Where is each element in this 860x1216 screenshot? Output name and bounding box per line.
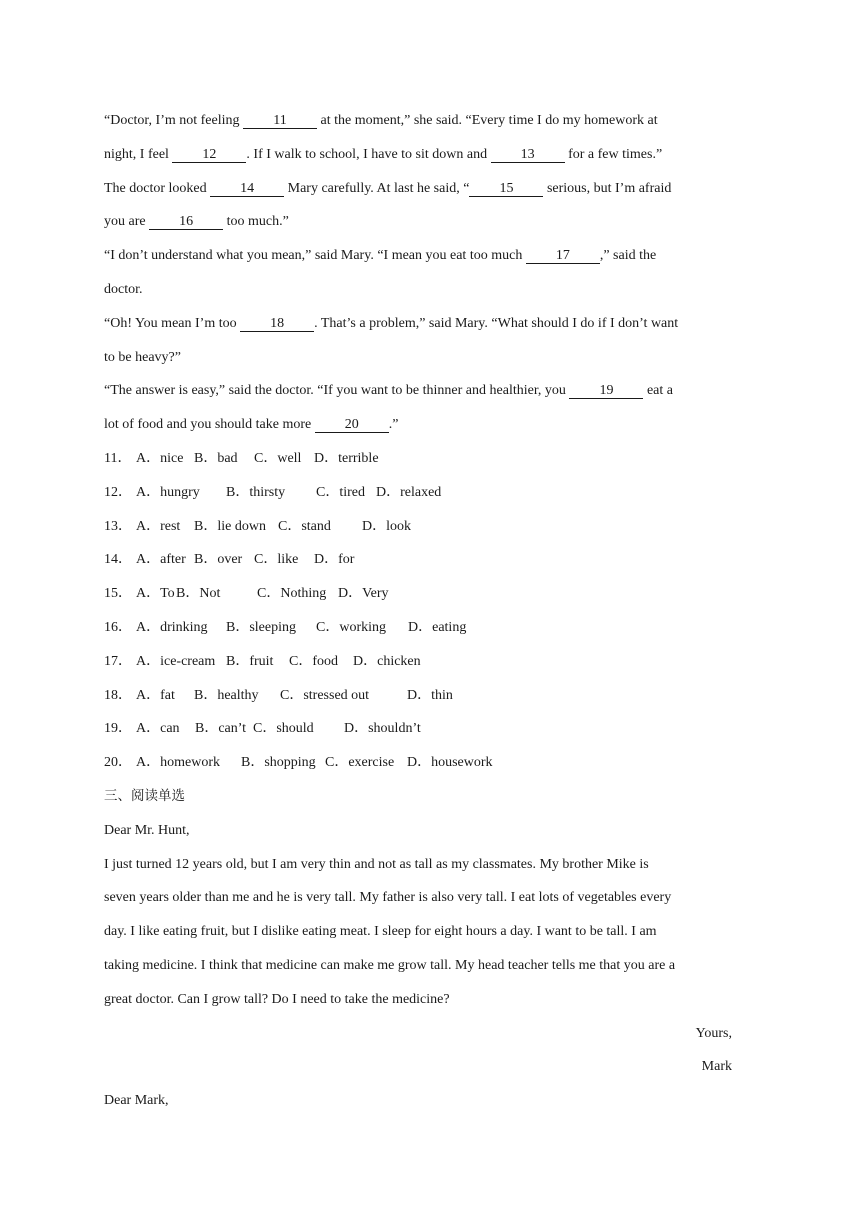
- blank-19: 19: [569, 383, 643, 399]
- option-a[interactable]: A．after: [136, 552, 186, 568]
- text: for a few times.”: [564, 146, 663, 162]
- letter-body-line: I just turned 12 years old, but I am very thin and not as tall as my classmates. My brother Mike is: [104, 856, 649, 872]
- passage-line-3: [104, 172, 732, 206]
- option-a[interactable]: A．fat: [136, 687, 175, 703]
- option-b[interactable]: B．shopping: [241, 755, 316, 771]
- letter-body-line: taking medicine. I think that medicine can make me grow tall. My head teacher tells me that you are a: [104, 957, 676, 973]
- question-18: [104, 679, 732, 713]
- blank-18: 18: [240, 316, 314, 332]
- passage-line-6: [104, 273, 732, 307]
- blank-20: 20: [315, 417, 389, 433]
- blank-12: 12: [172, 147, 246, 163]
- option-c[interactable]: C．should: [253, 721, 314, 737]
- option-d[interactable]: D．chicken: [353, 653, 421, 669]
- option-a[interactable]: A．To: [136, 586, 175, 602]
- option-a[interactable]: A．homework: [136, 755, 220, 771]
- passage-line-5: [104, 239, 732, 273]
- text: “The answer is easy,” said the doctor. “If you want to be thinner and healthier, you: [104, 383, 570, 399]
- blank-14: 14: [210, 181, 284, 197]
- question-15: [104, 577, 732, 611]
- blank-15: 15: [469, 181, 543, 197]
- question-number: 11．: [104, 450, 132, 466]
- text: doctor.: [104, 281, 143, 297]
- option-b[interactable]: B．sleeping: [226, 619, 296, 635]
- option-b[interactable]: B．lie down: [194, 518, 266, 534]
- option-d[interactable]: D．relaxed: [376, 484, 442, 500]
- question-11: [104, 442, 732, 476]
- option-b[interactable]: B．Not: [176, 586, 221, 602]
- passage-line-4: [104, 205, 732, 239]
- option-b[interactable]: B．can’t: [195, 721, 247, 737]
- option-b[interactable]: B．thirsty: [226, 484, 286, 500]
- question-17: [104, 645, 732, 679]
- section-heading: 三、阅读单选: [104, 787, 185, 804]
- reply-salutation: Dear Mark,: [104, 1093, 169, 1109]
- text: lot of food and you should take more: [104, 417, 315, 433]
- text: Mary carefully. At last he said, “: [284, 180, 470, 196]
- question-number: 14．: [104, 552, 132, 568]
- letter-signature: Mark: [701, 1059, 732, 1075]
- blank-17: 17: [526, 248, 600, 264]
- option-d[interactable]: D．terrible: [314, 450, 379, 466]
- passage-line-9: [104, 374, 732, 408]
- text: . If I walk to school, I have to sit down and: [246, 146, 491, 162]
- question-13: [104, 510, 732, 544]
- option-b[interactable]: B．healthy: [194, 687, 259, 703]
- option-a[interactable]: A．drinking: [136, 619, 208, 635]
- option-b[interactable]: B．over: [194, 552, 243, 568]
- option-c[interactable]: C．Nothing: [257, 586, 327, 602]
- option-c[interactable]: C．exercise: [325, 755, 395, 771]
- question-number: 13．: [104, 518, 132, 534]
- option-d[interactable]: D．Very: [338, 586, 389, 602]
- option-d[interactable]: D．look: [362, 518, 411, 534]
- text: to be heavy?”: [104, 349, 181, 365]
- text: The doctor looked: [104, 180, 211, 196]
- option-d[interactable]: D．for: [314, 552, 355, 568]
- letter-closing: Yours,: [695, 1025, 732, 1041]
- option-c[interactable]: C．stand: [278, 518, 331, 534]
- letter-body-line: great doctor. Can I grow tall? Do I need to take the medicine?: [104, 991, 450, 1007]
- question-20: [104, 746, 732, 780]
- option-d[interactable]: D．eating: [408, 619, 467, 635]
- question-14: [104, 543, 732, 577]
- option-c[interactable]: C．well: [254, 450, 302, 466]
- question-16: [104, 611, 732, 645]
- question-number: 19．: [104, 721, 132, 737]
- option-c[interactable]: C．food: [289, 653, 338, 669]
- blank-11: 11: [243, 113, 317, 129]
- option-a[interactable]: A．nice: [136, 450, 184, 466]
- question-number: 20．: [104, 755, 132, 771]
- question-number: 16．: [104, 619, 132, 635]
- blank-13: 13: [491, 147, 565, 163]
- option-c[interactable]: C．stressed out: [280, 687, 370, 703]
- text: you are: [104, 214, 150, 230]
- option-b[interactable]: B．bad: [194, 450, 238, 466]
- question-number: 17．: [104, 653, 132, 669]
- option-c[interactable]: C．working: [316, 619, 386, 635]
- text: too much.”: [223, 214, 289, 230]
- option-d[interactable]: D．shouldn’t: [344, 721, 421, 737]
- option-c[interactable]: C．like: [254, 552, 299, 568]
- option-a[interactable]: A．rest: [136, 518, 181, 534]
- text: serious, but I’m afraid: [543, 180, 672, 196]
- text: . That’s a problem,” said Mary. “What should I do if I don’t want: [314, 315, 679, 331]
- text: at the moment,” she said. “Every time I do my homework at: [317, 113, 658, 128]
- question-number: 15．: [104, 586, 132, 602]
- blank-16: 16: [149, 214, 223, 230]
- text: ,” said the: [599, 248, 657, 264]
- question-12: [104, 476, 732, 510]
- option-d[interactable]: D．housework: [407, 755, 493, 771]
- text: “Oh! You mean I’m too: [104, 315, 241, 331]
- option-a[interactable]: A．hungry: [136, 484, 200, 500]
- passage-line-1: [104, 104, 732, 138]
- passage-line-7: [104, 307, 732, 341]
- question-number: 18．: [104, 687, 132, 703]
- option-c[interactable]: C．tired: [316, 484, 365, 500]
- text: “Doctor, I’m not feeling: [104, 113, 244, 128]
- letter-salutation: Dear Mr. Hunt,: [104, 822, 190, 838]
- option-a[interactable]: A．ice-cream: [136, 653, 216, 669]
- text: “I don’t understand what you mean,” said Mary. “I mean you eat too much: [104, 248, 526, 264]
- text: .”: [388, 417, 399, 433]
- passage-line-2: [104, 138, 732, 172]
- passage-line-8: [104, 341, 732, 375]
- text: night, I feel: [104, 146, 173, 162]
- question-number: 12．: [104, 484, 132, 500]
- option-d[interactable]: D．thin: [407, 687, 453, 703]
- letter-body-line: seven years older than me and he is very tall. My father is also very tall. I eat lots of vegetables every: [104, 890, 672, 906]
- document-page: [104, 104, 732, 1118]
- question-19: [104, 712, 732, 746]
- passage-line-10: [104, 408, 732, 442]
- letter-body-line: day. I like eating fruit, but I dislike eating meat. I sleep for eight hours a day. I want to be tall. I am: [104, 924, 657, 940]
- text: eat a: [643, 383, 673, 399]
- option-a[interactable]: A．can: [136, 721, 180, 737]
- option-b[interactable]: B．fruit: [226, 653, 274, 669]
